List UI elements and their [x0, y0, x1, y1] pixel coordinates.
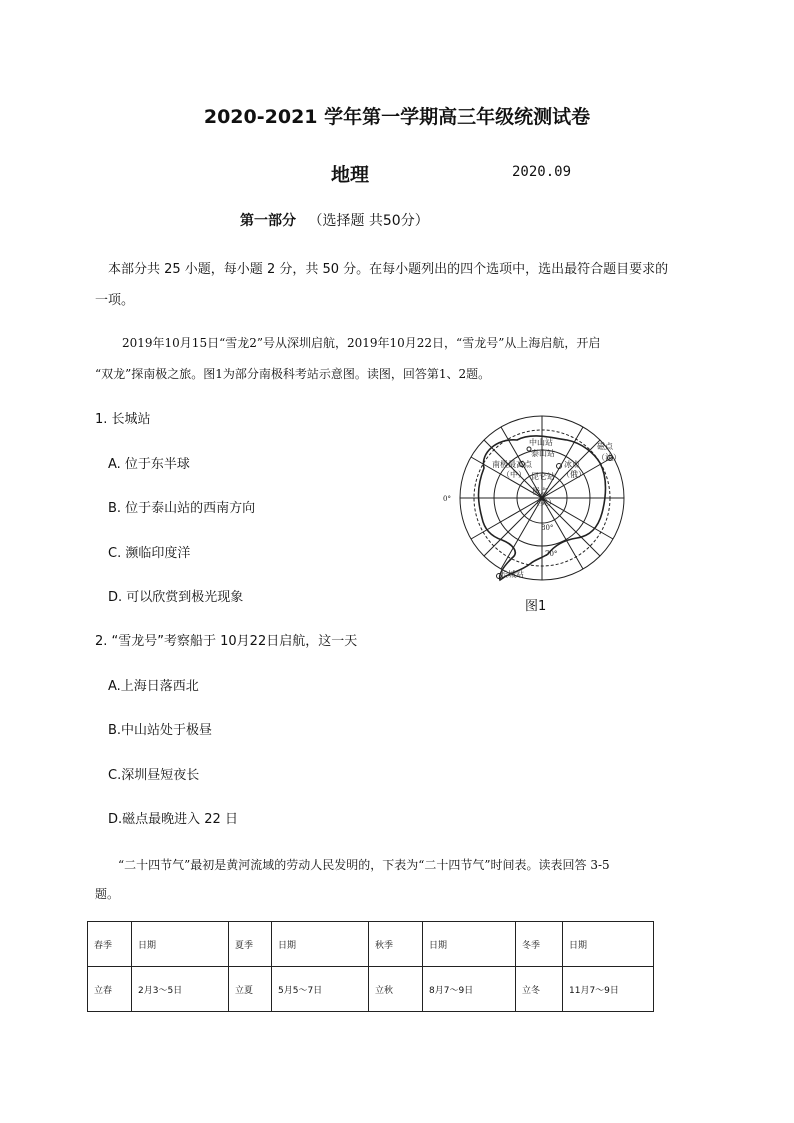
material1-line-2: “双龙”探南极之旅。图1为部分南极科考站示意图。读图，回答第1、2题。 — [95, 367, 491, 381]
table-header-cell: 日期 — [132, 922, 229, 967]
table-header-cell: 秋季 — [369, 922, 423, 967]
label-nanji-country: （中） — [502, 470, 526, 479]
label-jidian: 极点 — [532, 487, 548, 496]
intro-line-1: 本部分共 25 小题，每小题 2 分，共 50 分。在每小题列出的四个选项中，选出最符合题目要求的 — [108, 262, 669, 277]
table-header-cell: 日期 — [272, 922, 369, 967]
exam-title: 2020-2021 学年第一学期高三年级统测试卷 — [203, 106, 591, 128]
table-header-cell: 日期 — [423, 922, 516, 967]
label-zhongshan: 中山站 — [529, 438, 553, 447]
table-cell: 8月7～9日 — [423, 967, 516, 1012]
table-header-cell: 春季 — [88, 922, 132, 967]
q2-option-b: B.中山站处于极昼 — [108, 723, 213, 738]
q1-option-b: B. 位于泰山站的西南方向 — [108, 501, 256, 516]
q1-option-c: C. 濒临印度洋 — [108, 546, 191, 561]
table-cell: 立冬 — [516, 967, 563, 1012]
label-cidian: 磁点 — [597, 442, 613, 451]
q1-option-a: A. 位于东半球 — [108, 457, 190, 472]
label-bingdian-country: （俄） — [562, 470, 586, 479]
label-lon-0: 0° — [443, 495, 451, 503]
q2-option-c: C.深圳昼短夜长 — [108, 768, 200, 783]
q2-option-d: D.磁点最晚进入 22 日 — [108, 812, 238, 827]
table-header-cell: 冬季 — [516, 922, 563, 967]
table-header-cell: 夏季 — [229, 922, 272, 967]
exam-date: 2020.09 — [512, 164, 572, 180]
subject-title: 地理 — [331, 164, 370, 186]
label-nanji: 南极最高点 — [492, 460, 532, 469]
q1-option-d: D. 可以欣赏到极光现象 — [108, 590, 244, 605]
label-jidian-country: （美） — [532, 498, 556, 507]
q2-stem: 2. “雪龙号”考察船于 10月22日启航，这一天 — [95, 634, 358, 649]
table-cell: 立春 — [88, 967, 132, 1012]
label-taishan: 泰山站 — [531, 449, 555, 458]
label-bingdian: 冰点 — [564, 460, 580, 469]
label-kunlun: 昆仑站 — [531, 472, 555, 481]
label-cidian-country: （法） — [597, 453, 621, 462]
table-cell: 5月5～7日 — [272, 967, 369, 1012]
part-note: （选择题 共50分） — [308, 213, 429, 229]
material1-line-1: 2019年10月15日“雪龙2”号从深圳启航，2019年10月22日，“雪龙号”从上海启航，开启 — [122, 336, 601, 350]
table-cell: 2月3～5日 — [132, 967, 229, 1012]
material2-line-2: 题。 — [95, 887, 120, 901]
antarctica-figure — [440, 408, 640, 583]
table-header-cell: 日期 — [563, 922, 654, 967]
table-header-row — [88, 922, 654, 967]
part-heading — [240, 210, 429, 230]
label-lat-80: 80° — [541, 524, 554, 532]
q1-stem: 1. 长城站 — [95, 412, 151, 427]
label-changcheng: 长城站 — [500, 570, 524, 579]
part-title: 第一部分 — [240, 213, 296, 229]
intro-line-2: 一项。 — [95, 293, 135, 308]
table-cell: 立夏 — [229, 967, 272, 1012]
label-lat-70: 70° — [545, 550, 558, 558]
solar-terms-table — [87, 921, 654, 1012]
material2-line-1: “二十四节气”最初是黄河流域的劳动人民发明的，下表为“二十四节气”时间表。读表回答 3-5 — [118, 858, 610, 872]
figure-caption: 图1 — [525, 599, 547, 614]
table-cell: 立秋 — [369, 967, 423, 1012]
table-row — [88, 967, 654, 1012]
q2-option-a: A.上海日落西北 — [108, 679, 199, 694]
table-cell: 11月7～9日 — [563, 967, 654, 1012]
